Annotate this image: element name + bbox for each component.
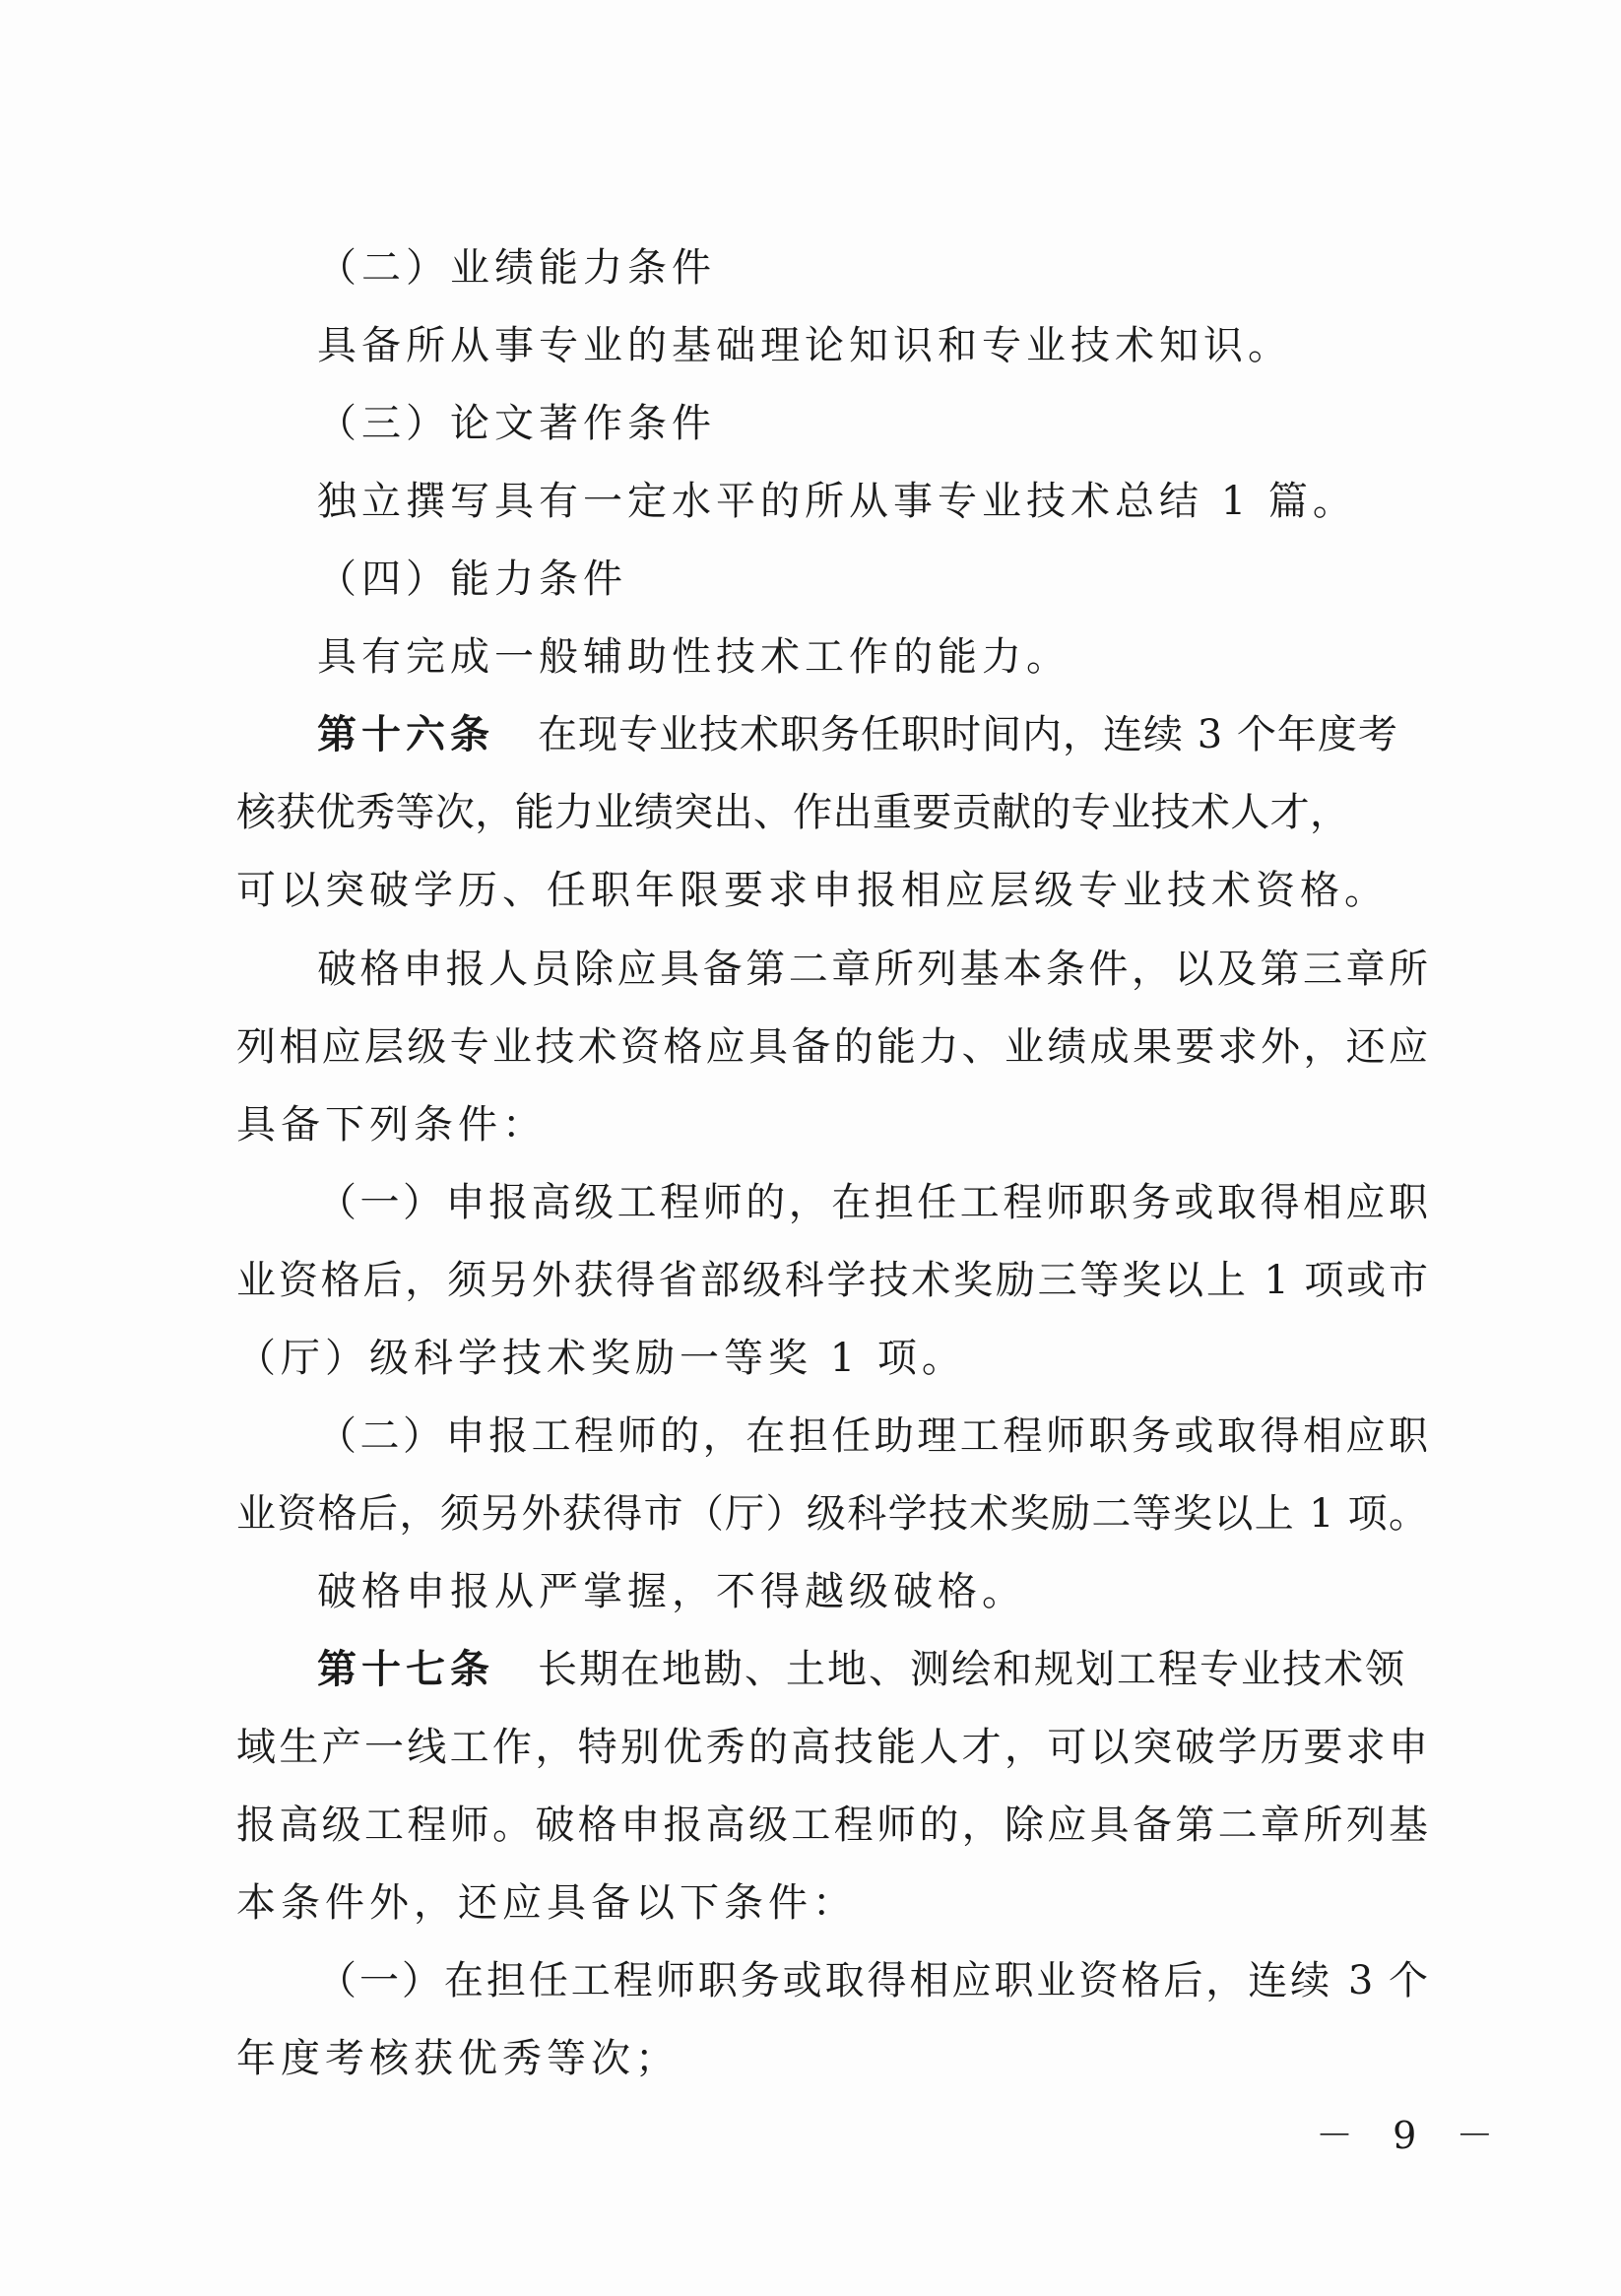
paragraph-line: （厅）级科学技术奖励一等奖 1 项。 bbox=[236, 1336, 966, 1381]
article-16-text: 在现专业技术职务任职时间内，连续 3 个年度考 bbox=[538, 712, 1398, 757]
paragraph-line: 具备所从事专业的基础理论知识和专业技术知识。 bbox=[317, 323, 1292, 368]
paragraph-line: 业资格后，须另外获得市（厅）级科学技术奖励二等奖以上 1 项。 bbox=[236, 1491, 1428, 1537]
paragraph-line: 破格申报人员除应具备第二章所列基本条件，以及第三章所 bbox=[317, 947, 1428, 992]
paragraph-line: （二）申报工程师的，在担任助理工程师职务或取得相应职 bbox=[317, 1413, 1428, 1459]
article-16-line bbox=[317, 709, 1430, 760]
paragraph-line: 可以突破学历、任职年限要求申报相应层级专业技术资格。 bbox=[236, 868, 1389, 913]
section-heading-ability: （四）能力条件 bbox=[317, 557, 627, 602]
paragraph-line: 具备下列条件： bbox=[236, 1102, 547, 1148]
paragraph-line: 独立撰写具有一定水平的所从事专业技术总结 1 篇。 bbox=[317, 479, 1357, 524]
article-17-text: 长期在地勘、土地、测绘和规划工程专业技术领 bbox=[538, 1647, 1406, 1692]
page-number: － 9 － bbox=[1316, 2114, 1508, 2157]
paragraph-line: 年度考核获优秀等次； bbox=[236, 2036, 680, 2081]
paragraph-line: （一）在担任工程师职务或取得相应职业资格后，连续 3 个 bbox=[317, 1958, 1428, 2003]
section-heading-papers: （三）论文著作条件 bbox=[317, 401, 716, 446]
paragraph-line: 破格申报从严掌握，不得越级破格。 bbox=[317, 1569, 1026, 1614]
paragraph-line: 报高级工程师。破格申报高级工程师的，除应具备第二章所列基 bbox=[236, 1803, 1428, 1848]
article-17-title: 第十七条 bbox=[317, 1646, 494, 1692]
paragraph-line: 业资格后，须另外获得省部级科学技术奖励三等奖以上 1 项或市 bbox=[236, 1258, 1428, 1303]
paragraph-line: 核获优秀等次，能力业绩突出、作出重要贡献的专业技术人才， bbox=[236, 790, 1349, 835]
paragraph-line: 具有完成一般辅助性技术工作的能力。 bbox=[317, 634, 1070, 680]
paragraph-line: 列相应层级专业技术资格应具备的能力、业绩成果要求外，还应 bbox=[236, 1024, 1428, 1070]
paragraph-line: 本条件外，还应具备以下条件： bbox=[236, 1880, 857, 1926]
article-17-line bbox=[317, 1644, 1430, 1695]
paragraph-line: （一）申报高级工程师的，在担任工程师职务或取得相应职 bbox=[317, 1180, 1428, 1225]
section-heading-performance: （二）业绩能力条件 bbox=[317, 245, 716, 291]
paragraph-line: 域生产一线工作，特别优秀的高技能人才，可以突破学历要求申 bbox=[236, 1725, 1428, 1770]
article-16-title: 第十六条 bbox=[317, 711, 494, 757]
